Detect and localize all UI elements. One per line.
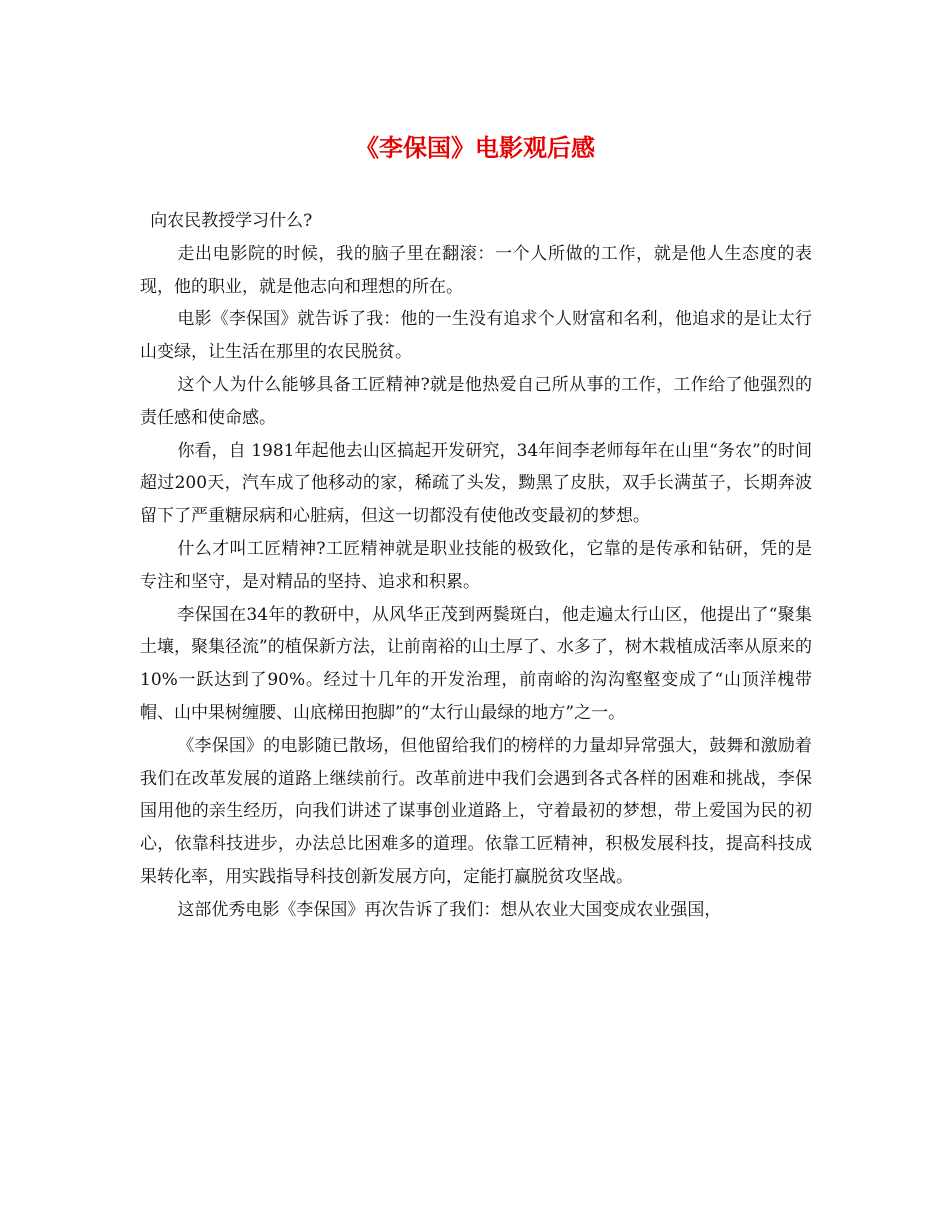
page-title: 《李保国》电影观后感 [355, 133, 595, 162]
paragraph: 李保国在34年的教研中，从风华正茂到两鬓斑白，他走遍太行山区，他提出了“聚集土壤，聚集径流”的植保新方法，让前南裕的山土厚了、水多了，树木栽植成活率从原来的10%一跃达到了90%。经过十几年的开发治理，前南峪的沟沟壑壑变成了“山顶洋槐带帽、山中果树缠腰、山底梯田抱脚”的“太行山最绿的地方”之一。 [140, 604, 812, 723]
paragraph: 这个人为什么能够具备工匠精神?就是他热爱自己所从事的工作，工作给了他强烈的责任感和使命感。 [140, 374, 812, 428]
paragraph: 走出电影院的时候，我的脑子里在翻滚：一个人所做的工作，就是他人生态度的表现，他的职业，就是他志向和理想的所在。 [140, 243, 812, 297]
paragraph: 你看，自 1981年起他去山区搞起开发研究，34年间李老师每年在山里“务农”的时间超过200天，汽车成了他移动的家，稀疏了头发，黝黑了皮肤，双手长满茧子，长期奔波留下了严重糖尿病和心脏病，但这一切都没有使他改变最初的梦想。 [140, 440, 812, 527]
paragraph-question: 向农民教授学习什么? [150, 211, 313, 231]
paragraph: 这部优秀电影《李保国》再次告诉了我们：想从农业大国变成农业强国， [177, 899, 722, 920]
document-body [140, 205, 812, 927]
paragraph: 什么才叫工匠精神?工匠精神就是职业技能的极致化，它靠的是传承和钻研，凭的是专注和坚守，是对精品的坚持、追求和积累。 [140, 538, 812, 592]
paragraph: 《李保国》的电影随已散场，但他留给我们的榜样的力量却异常强大，鼓舞和激励着我们在改革发展的道路上继续前行。改革前进中我们会遇到各式各样的困难和挑战，李保国用他的亲生经历，向我们讲述了谋事创业道路上，守着最初的梦想，带上爱国为民的初心，依靠科技进步，办法总比困难多的道理。依靠工匠精神，积极发展科技，提高科技成果转化率，用实践指导科技创新发展方向，定能打赢脱贫攻坚战。 [140, 735, 812, 887]
paragraph: 电影《李保国》就告诉了我：他的一生没有追求个人财富和名利，他追求的是让太行山变绿，让生活在那里的农民脱贫。 [140, 309, 812, 363]
